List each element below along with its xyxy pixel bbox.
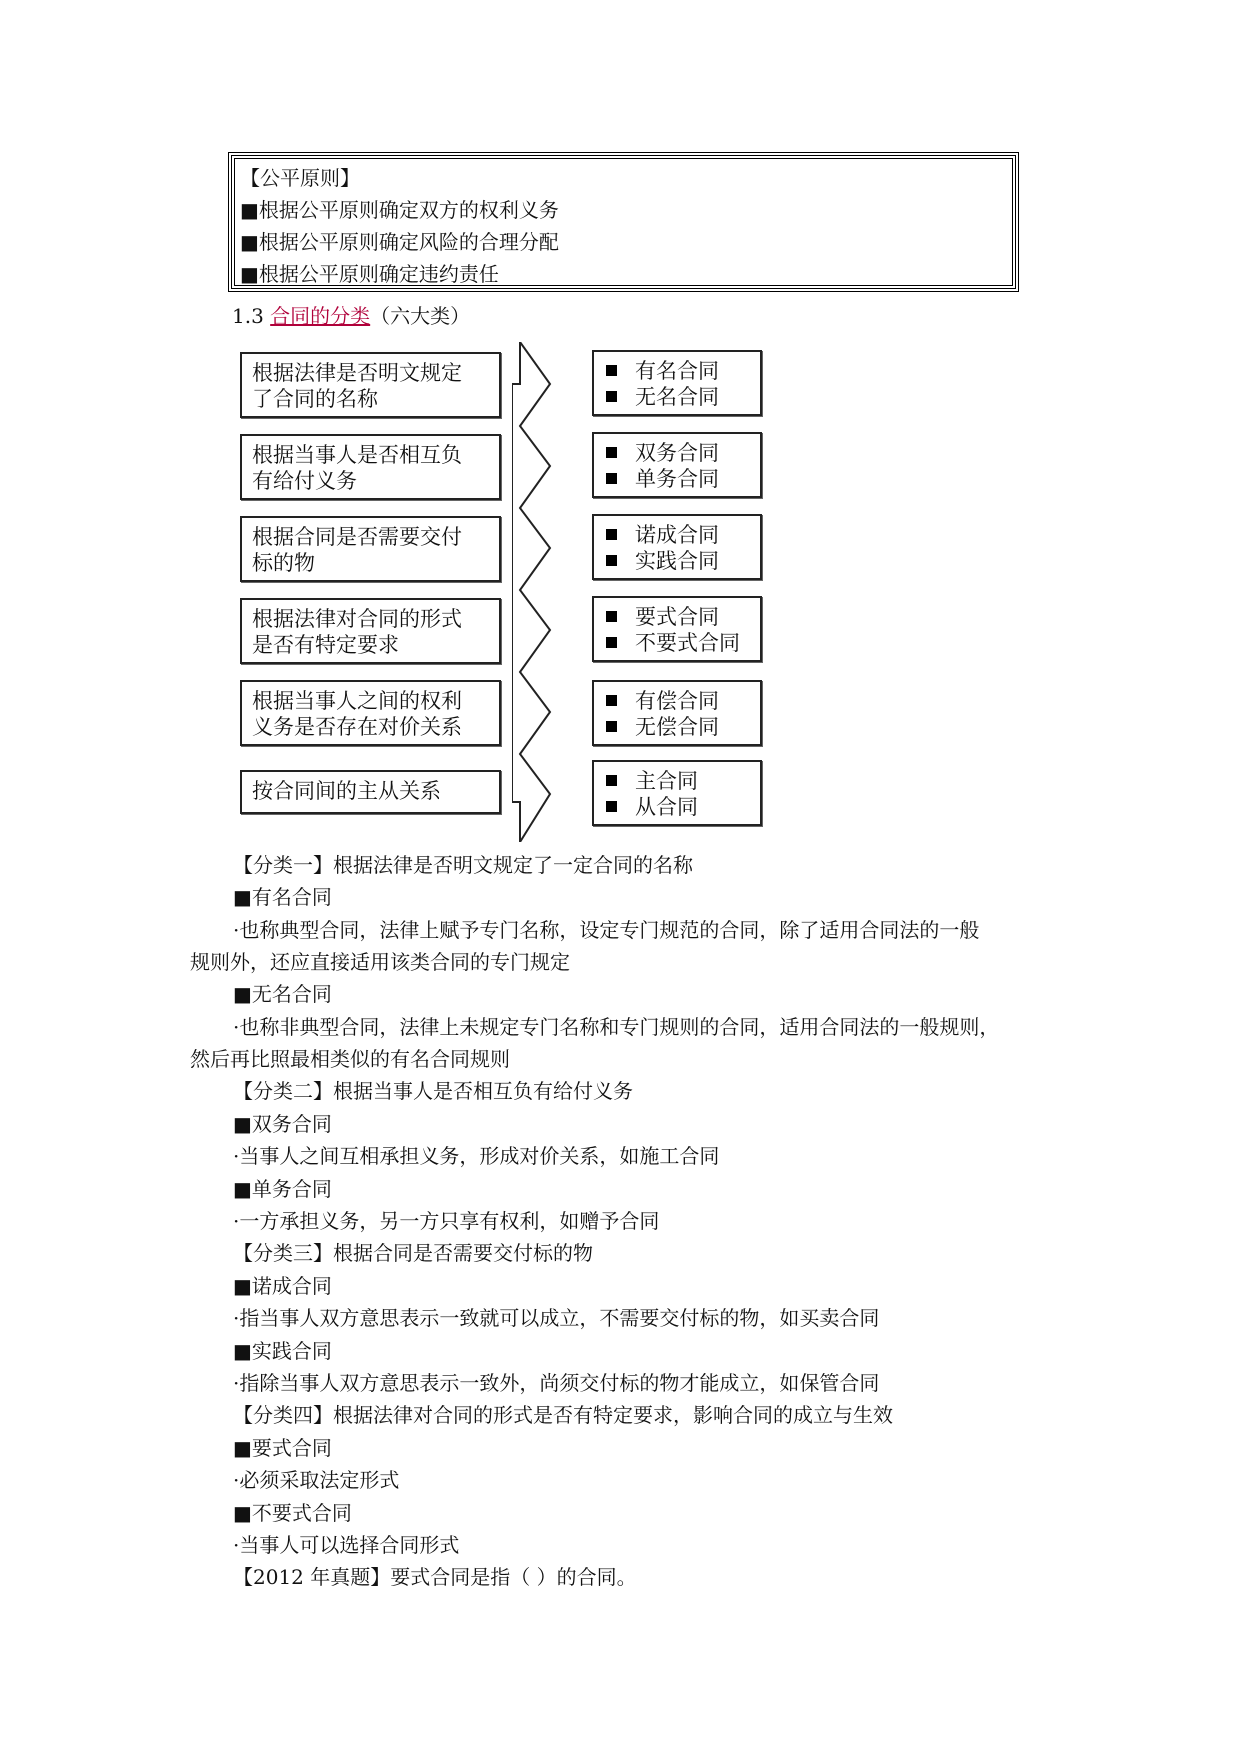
criterion-line: 了合同的名称 [252,387,378,411]
criterion-box [240,598,501,664]
connector-arrows [512,342,602,842]
criterion-line: 根据当事人是否相互负 [252,443,462,467]
criterion-line: 是否有特定要求 [252,633,399,657]
bullet-square-icon [606,365,617,376]
type-heading: ■实践合同 [233,1339,332,1363]
bullet-square-icon [606,391,617,402]
bullet-square-icon [606,801,617,812]
category-heading: 【分类二】根据当事人是否相互负有给付义务 [233,1079,633,1103]
type-heading: ■要式合同 [233,1436,332,1460]
criterion-line: 义务是否存在对价关系 [252,715,462,739]
section-link[interactable]: 合同的分类 [270,304,371,328]
principle-item: ■根据公平原则确定风险的合理分配 [240,230,559,254]
type-item: 要式合同 [606,604,760,630]
type-item: 诺成合同 [606,522,760,548]
criterion-box [240,770,501,814]
type-box [592,514,762,580]
type-box [592,596,762,662]
type-box [592,760,762,826]
description-line: ·当事人之间互相承担义务，形成对价关系，如施工合同 [233,1144,720,1168]
classification-diagram [240,342,770,842]
type-heading: ■诺成合同 [233,1274,332,1298]
bullet-square-icon [606,775,617,786]
criterion-box [240,352,501,418]
description-line: ·当事人可以选择合同形式 [233,1533,460,1557]
criterion-line: 标的物 [252,551,315,575]
description-line: ·指当事人双方意思表示一致就可以成立，不需要交付标的物，如买卖合同 [233,1306,880,1330]
type-item: 有名合同 [606,358,760,384]
bullet-square-icon [606,695,617,706]
type-heading: ■不要式合同 [233,1501,352,1525]
type-item: 主合同 [606,768,760,794]
description-line: ·一方承担义务，另一方只享有权利，如赠予合同 [233,1209,660,1233]
type-item: 无偿合同 [606,714,760,740]
description-line: 规则外，还应直接适用该类合同的专门规定 [190,950,570,974]
principle-item: ■根据公平原则确定违约责任 [240,262,499,286]
bullet-square-icon [606,611,617,622]
criterion-line: 有给付义务 [252,469,357,493]
type-item: 单务合同 [606,466,760,492]
section-suffix: （六大类） [370,304,471,328]
type-item: 有偿合同 [606,688,760,714]
criterion-line: 按合同间的主从关系 [252,779,441,803]
criterion-line: 根据法律对合同的形式 [252,607,462,631]
type-heading: ■无名合同 [233,982,332,1006]
principle-box [228,152,1019,292]
section-heading [232,300,470,329]
criterion-line: 根据合同是否需要交付 [252,525,462,549]
category-heading: 【分类四】根据法律对合同的形式是否有特定要求，影响合同的成立与生效 [233,1403,893,1427]
description-line: ·也称非典型合同，法律上未规定专门名称和专门规则的合同，适用合同法的一般规则， [233,1015,1000,1039]
principle-item: ■根据公平原则确定双方的权利义务 [240,198,559,222]
description-line: ·必须采取法定形式 [233,1468,400,1492]
type-item: 双务合同 [606,440,760,466]
category-heading: 【分类三】根据合同是否需要交付标的物 [233,1241,593,1265]
type-item: 从合同 [606,794,760,820]
bullet-square-icon [606,637,617,648]
description-line: 然后再比照最相类似的有名合同规则 [190,1047,510,1071]
criterion-box [240,680,501,746]
type-item: 不要式合同 [606,630,760,656]
section-number: 1.3 [232,304,264,328]
type-box [592,680,762,746]
criterion-line: 根据法律是否明文规定 [252,361,462,385]
criterion-line: 根据当事人之间的权利 [252,689,462,713]
bullet-square-icon [606,555,617,566]
bullet-square-icon [606,447,617,458]
type-heading: ■双务合同 [233,1112,332,1136]
bullet-square-icon [606,473,617,484]
type-item: 实践合同 [606,548,760,574]
type-heading: ■单务合同 [233,1177,332,1201]
category-heading: 【分类一】根据法律是否明文规定了一定合同的名称 [233,853,693,877]
bullet-square-icon [606,721,617,732]
type-item: 无名合同 [606,384,760,410]
type-heading: ■有名合同 [233,885,332,909]
description-line: ·也称典型合同，法律上赋予专门名称，设定专门规范的合同，除了适用合同法的一般 [233,918,980,942]
description-line: ·指除当事人双方意思表示一致外，尚须交付标的物才能成立，如保管合同 [233,1371,880,1395]
exam-question: 【2012 年真题】要式合同是指（ ）的合同。 [233,1565,637,1589]
type-box [592,432,762,498]
criterion-box [240,516,501,582]
criterion-box [240,434,501,500]
principle-title: 【公平原则】 [240,166,360,190]
type-box [592,350,762,416]
bullet-square-icon [606,529,617,540]
